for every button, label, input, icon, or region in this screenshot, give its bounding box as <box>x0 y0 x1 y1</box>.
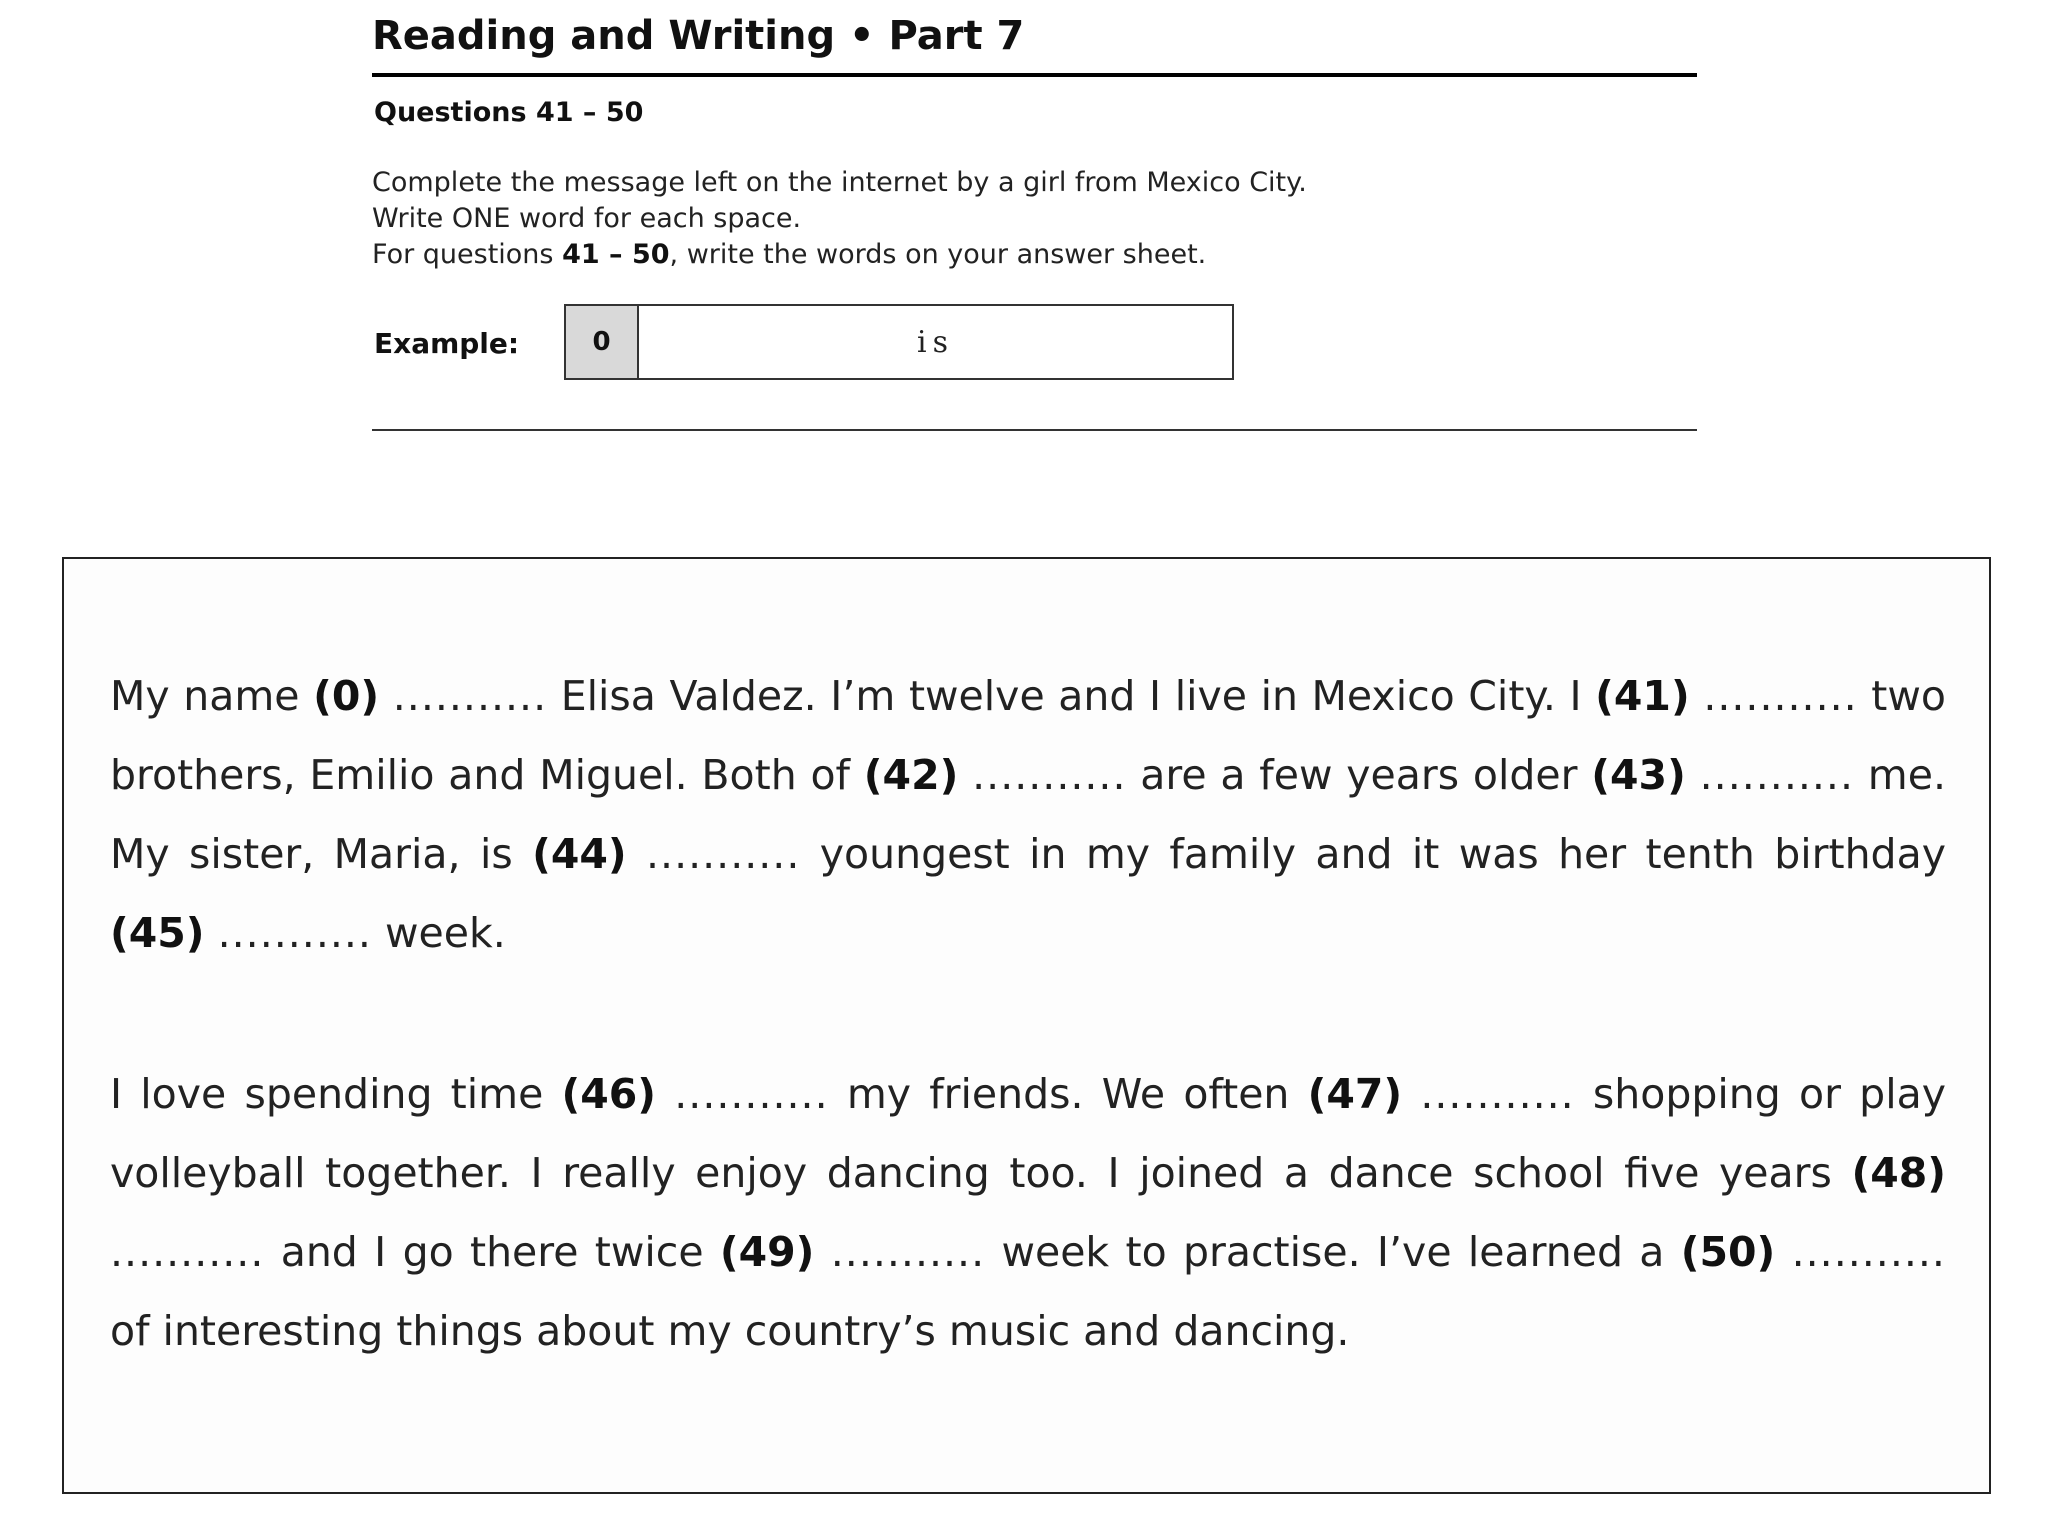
instruction-line-3 <box>372 237 1307 273</box>
title-rule <box>372 73 1697 77</box>
page-title: Reading and Writing • Part 7 <box>372 13 1025 59</box>
gap-43: ........... <box>1699 751 1854 799</box>
example-label: Example: <box>374 327 520 360</box>
gap-45: ........... <box>217 909 372 957</box>
section-divider <box>372 429 1697 431</box>
question-number-41: (41) <box>1595 672 1690 720</box>
passage-text: my friends. We often <box>828 1070 1308 1118</box>
passage-text: My name <box>110 672 314 720</box>
gap-49: ........... <box>830 1228 986 1276</box>
passage-text: two brothers, Emilio and Miguel. Both of <box>110 672 1946 799</box>
gap-47: ........... <box>1420 1070 1575 1118</box>
passage-paragraph-2 <box>110 1055 1946 1371</box>
gap-0: ........... <box>392 672 548 720</box>
gap-41: ........... <box>1703 672 1858 720</box>
passage-text: I love spending time <box>110 1070 562 1118</box>
passage-text: week to practise. I’ve learned a <box>985 1228 1681 1276</box>
passage-text: of interesting things about my country’s music and dancing. <box>110 1307 1350 1355</box>
question-number-47: (47) <box>1307 1070 1403 1118</box>
gap-44: ........... <box>646 830 801 878</box>
question-number-48: (48) <box>1851 1149 1946 1197</box>
instructions <box>372 165 1307 273</box>
question-number-50: (50) <box>1680 1228 1776 1276</box>
gap-50: ........... <box>1791 1228 1946 1276</box>
question-number-45: (45) <box>110 909 205 957</box>
question-number-49: (49) <box>719 1228 815 1276</box>
gap-48: ........... <box>110 1228 265 1276</box>
gap-46: ........... <box>674 1070 829 1118</box>
passage-text: are a few years older <box>1126 751 1592 799</box>
question-number-42: (42) <box>863 751 959 799</box>
passage-box <box>62 557 1991 1494</box>
passage-text: me. My sister, Maria, is <box>110 751 1946 878</box>
example-answer-box <box>564 304 1234 380</box>
example-answer: is <box>917 324 954 360</box>
question-number-44: (44) <box>532 830 627 878</box>
question-number-0: (0) <box>313 672 380 720</box>
questions-heading: Questions 41 – 50 <box>374 97 644 128</box>
example-number: 0 <box>566 306 639 378</box>
instruction-question-range: 41 – 50 <box>562 239 670 270</box>
passage-paragraph-1 <box>110 657 1946 973</box>
passage-text: Elisa Valdez. I’m twelve and I live in Mexico City. I <box>547 672 1596 720</box>
passage-text: and I go there twice <box>264 1228 720 1276</box>
passage-text: youngest in my family and it was her tenth birthday <box>800 830 1946 878</box>
passage-text: shopping or play volleyball together. I really enjoy dancing too. I joined a dance school five years <box>110 1070 1946 1197</box>
instruction-line-2: Write ONE word for each space. <box>372 203 802 234</box>
instruction-line-3-prefix: For questions <box>372 239 563 270</box>
instruction-line-3-suffix: , write the words on your answer sheet. <box>669 239 1207 270</box>
gap-42: ........... <box>972 751 1127 799</box>
instruction-line-1: Complete the message left on the internet by a girl from Mexico City. <box>372 167 1307 198</box>
question-number-43: (43) <box>1591 751 1686 799</box>
passage-text: week. <box>371 909 506 957</box>
question-number-46: (46) <box>561 1070 657 1118</box>
